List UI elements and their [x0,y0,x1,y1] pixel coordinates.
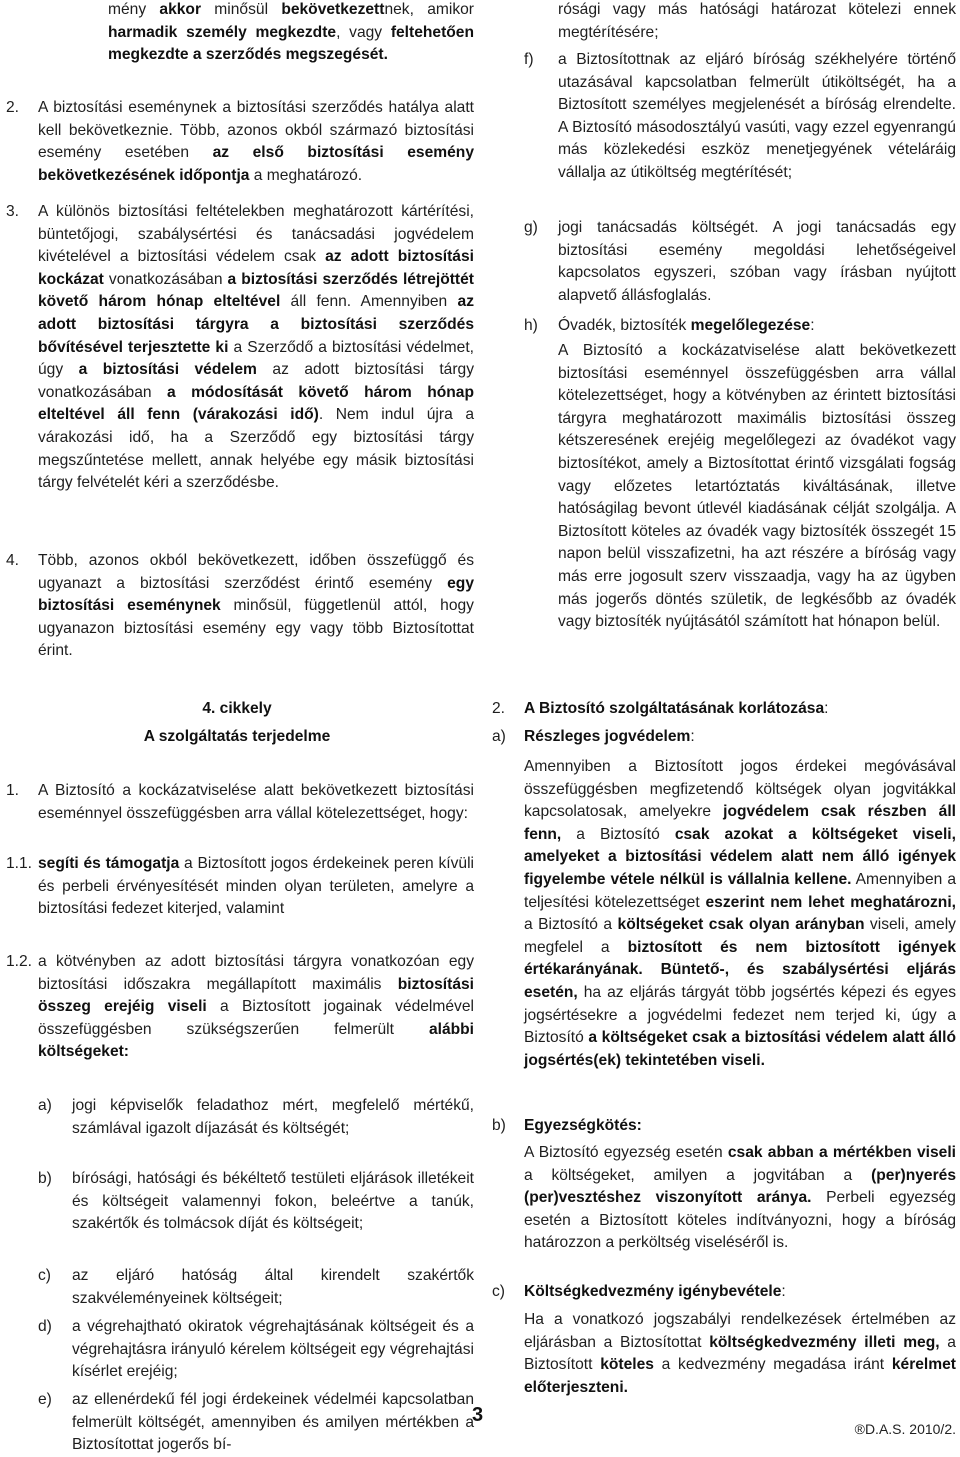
item-number: 2. [6,99,20,116]
copyright-notice: ®D.A.S. 2010/2. [854,1421,956,1437]
limitations-title: A Biztosító szolgáltatásának korlátozása: [524,700,829,717]
item-number: 1.1. [6,855,33,872]
article-number-heading: 4. cikkely [202,700,272,717]
item-number: 1. [6,782,20,799]
paragraph-service-1-2: a kötvényben az adott biztosítási tárgyra vonatkozóan egy biztosítási időszakra megállapított maximális biztosítási összeg erejéig viseli a Biztosított jogainak védelmével összefüggésben szükségszerűen felmerült alábbi költségeket: [38,953,474,1061]
paragraph-4: Több, azonos okból bekövetkezett, időben összefüggő és ugyanazt a biztosítási szerződést érintő esemény egy biztosítási eseménynek minősül, függetlenül attól, hogy ugyanazon biztosítási esemény egy vagy több Biztosítottat érint. [38,552,474,660]
list-letter: f) [524,51,534,68]
list-item-e: az ellenérdekű fél jogi érdekeinek védelméi kapcsolatban felmerült költségét, amennyiben és amilyen mértékben a Biztosítottat jogerős bí- [72,1391,474,1454]
item-number: 2. [492,700,506,717]
list-letter: a) [492,728,506,745]
list-item-h-body: A Biztosító a kockázatviselése alatt bekövetkezett biztosítási eseménnyel összefüggésben arra vállal kötelezettséget, hogy a kötvényben az érintett biztosítási tárgyra meghatározott maximális biztosítási összeg kétszeresének erejéig megelőlegezi az óvadékot vagy biztosítékot, amely a Biztosítottat érintő vizsgálati fogság vagy előzetes letartóztatás kiváltásának, illetve hatóságilag bevont útlevél kiadásának célját szolgálja. A Biztosított köteles az óvadék vagy biztosíték összegét 15 napon belül visszafizetni, ha azt részére a bíróság vagy más erre jogosult szerv visszaadja, vagy ha az ügyben más jogerős döntés születik, de legkésőbb az óvadék vagy biztosíték nyújtásától számított hat hónapon belül. [558,342,956,631]
list-letter: b) [38,1170,52,1187]
paragraph-service-1-1: segíti és támogatja a Biztosított jogos érdekeinek peren kívüli és perbeli érvényesítését minden olyan területen, amelyre a biztosítási fedezet kiterjed, valamint [38,855,474,918]
list-letter: b) [492,1117,506,1134]
settlement-body: A Biztosító egyezség esetén csak abban a mértékben viseli a költségeket, amilyen a jogvitában a (per)nyerés (per)vesztéshez viszonyított aránya. Perbeli egyezség esetén a Biztosított köteles indítványozni, hogy a bíróság határozzon a perköltség viseléséről is. [524,1144,956,1252]
list-letter: e) [38,1391,52,1408]
list-letter: c) [492,1283,505,1300]
item-number: 1.2. [6,953,33,970]
item-number: 3. [6,203,20,220]
cost-allowance-body: Ha a vonatkozó jogszabályi rendelkezések értelmében az eljárásban a Biztosítottat költségkedvezmény illeti meg, a Biztosított köteles a kedvezmény megadása iránt kérelmet előterjeszteni. [524,1311,956,1396]
list-item-h-title: Óvadék, biztosíték megelőlegezése: [558,317,815,334]
settlement-title: Egyezségkötés: [524,1117,642,1134]
article-title-heading: A szolgáltatás terjedelme [143,728,331,745]
list-letter: g) [524,219,538,236]
paragraph-continuation: mény akkor minősül bekövetkezettnek, amikor harmadik személy megkezdte, vagy feltehetően megkezdte a szerződés megszegését. [108,1,474,64]
partial-protection-title: Részleges jogvédelem: [524,728,695,745]
paragraph-continuation: rósági vagy más hatósági határozat kötelezi ennek megtérítésére; [558,1,956,41]
list-item-a: jogi képviselők feladathoz mért, megfelelő mértékű, számlával igazolt díjazását és költségét; [72,1097,474,1137]
list-item-f: a Biztosítottnak az eljáró bíróság székhelyére történő utazásával kapcsolatban felmerült útiköltségét, ha a Biztosított személyes megjelenését a bíróság elrendelte. A Biztosító másodosztályú vasúti, vagy ezzel egyenrangú más közlekedési eszköz menetjegyének vételáráig vállalja az útiköltség megtérítését; [558,51,956,181]
list-item-d: a végrehajtható okiratok végrehajtásának költségeit és a végrehajtásra irányuló kérelem költségeit egy végrehajtási kísérlet erejéig; [72,1318,474,1381]
paragraph-2: A biztosítási eseménynek a biztosítási szerződés hatálya alatt kell bekövetkeznie. Több, azonos okból származó biztosítási esemény esetében az első biztosítási esemény bekövetkezésének időpontja a meghatározó. [38,99,474,184]
list-item-b: bírósági, hatósági és békéltető testületi eljárások illetékeit és költségeit valamennyi fokon, beleértve a tanúk, szakértők és tolmácsok díját és költségeit; [72,1170,474,1233]
partial-protection-body: Amennyiben a Biztosított jogos érdekei megóvásával összefüggésben megfizetendő költségek olyan jogvitákkal kapcsolatosak, amelyekre jogvédelem csak részben áll fenn, a Biztosító csak azokat a költségeket viseli, amelyeket a biztosítási védelem alatt nem álló igények figyelembe vétele nélkül is vállalnia kellene. Amennyiben a teljesítési kötelezettséget eszerint nem lehet meghatározni, a Biztosító a költségeket csak olyan arányban viseli, amely megfelel a biztosított és nem biztosított igények értékarányának. Büntető-, és szabálysértési eljárás esetén, ha az eljárás tárgyát több jogsértés képezi és egyes jogsértésekre a jogvédelmi fedezet nem terjed ki, úgy a Biztosító a költségeket csak a biztosítási védelem alatt álló jogsértés(ek) tekintetében viseli. [524,758,956,1069]
list-letter: d) [38,1318,52,1335]
paragraph-3: A különös biztosítási feltételekben meghatározott kártérítési, büntetőjogi, szabálysértési és tanácsadási jogvédelem kivételével a biztosítási védelem csak az adott biztosítási kockázat vonatkozásában a biztosítási szerződés létrejöttét követő három hónap elteltével áll fenn. Amennyiben az adott biztosítási tárgyra a biztosítási szerződés bővítésével terjesztette ki a Szerződő a biztosítási védelmet, úgy a biztosítási védelem az adott biztosítási tárgy vonatkozásában a módosítását követő három hónap elteltével áll fenn (várakozási idő). Nem indul újra a várakozási idő, ha a Szerződő egy biztosítási tárgy megszűntetése mellett, annak helyébe egy másik biztosítási tárgy felvételét kéri a szerződésbe. [38,203,474,492]
list-letter: h) [524,317,538,334]
list-item-c: az eljáró hatóság által kirendelt szakértők szakvéleményeinek költségeit; [72,1267,474,1307]
paragraph-service-1: A Biztosító a kockázatviselése alatt bekövetkezett biztosítási eseménnyel összefüggésben arra vállal kötelezettséget, hogy: [38,782,474,822]
list-letter: c) [38,1267,51,1284]
list-letter: a) [38,1097,52,1114]
item-number: 4. [6,552,20,569]
cost-allowance-title: Költségkedvezmény igénybevétele: [524,1283,786,1300]
list-item-g: jogi tanácsadás költségét. A jogi tanácsadás egy biztosítási esemény megoldási lehetőségeivel kapcsolatos egyszeri, szóban vagy írásban nyújtott alapvető állásfoglalás. [558,219,956,304]
page-number: 3 [472,1404,484,1426]
